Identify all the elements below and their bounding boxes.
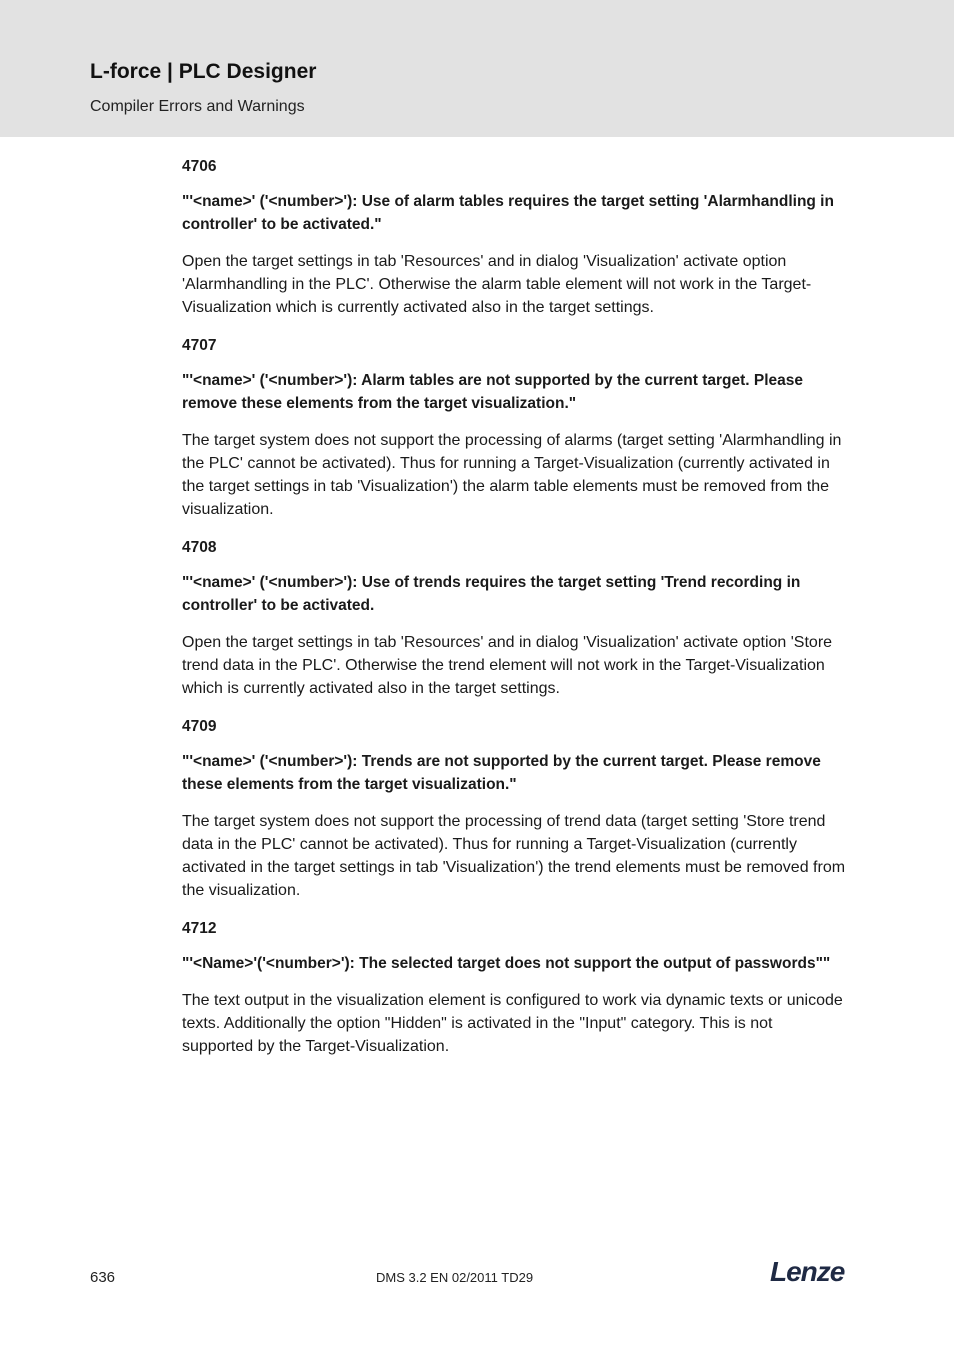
- error-message: "'<name>' ('<number>'): Use of alarm tables requires the target setting 'Alarmhandling in controller' to be activated.": [182, 193, 834, 233]
- error-description: The text output in the visualization element is configured to work via dynamic texts or unicode texts. Additionally the option "Hidden" is activated in the "Input" category. This is not supported by the Target-Visualization.: [182, 992, 843, 1055]
- error-entry-4709: [182, 716, 847, 902]
- error-description: Open the target settings in tab 'Resources' and in dialog 'Visualization' activate option 'Store trend data in the PLC'. Otherwise the trend element will not work in the Target-Visualization which is currently activated also in the target settings.: [182, 634, 833, 697]
- error-entry-4708: [182, 537, 847, 700]
- document-title: L-force | PLC Designer: [90, 60, 317, 83]
- document-subtitle: Compiler Errors and Warnings: [90, 98, 305, 115]
- error-description: Open the target settings in tab 'Resources' and in dialog 'Visualization' activate option 'Alarmhandling in the PLC'. Otherwise the alarm table element will not work in the Target-Visualization which is currently activated also in the target settings.: [182, 253, 812, 316]
- error-message: "'<Name>'('<number>'): The selected target does not support the output of passwords"": [182, 955, 831, 972]
- error-message: "'<name>' ('<number>'): Alarm tables are not supported by the current target. Please remove these elements from the target visualization.": [182, 372, 804, 412]
- error-description: The target system does not support the processing of trend data (target setting 'Store trend data in the PLC' cannot be activated). Thus for running a Target-Visualization (currently activated in the target settings in tab 'Visualization') the trend elements must be removed from the visualization.: [182, 813, 846, 899]
- error-description: The target system does not support the processing of alarms (target setting 'Alarmhandling in the PLC' cannot be activated). Thus for running a Target-Visualization (currently activated in the target settings in tab 'Visualization') the alarm table elements must be removed from the visualization.: [182, 432, 842, 518]
- error-message: "'<name>' ('<number>'): Trends are not supported by the current target. Please remove these elements from the target visualization.": [182, 753, 821, 793]
- error-code: 4707: [182, 337, 217, 354]
- error-entry-4706: [182, 156, 847, 319]
- lenze-logo: Lenze: [770, 1256, 845, 1287]
- error-code: 4712: [182, 920, 217, 937]
- error-code: 4708: [182, 539, 217, 556]
- error-code: 4706: [182, 158, 217, 175]
- error-entry-4707: [182, 335, 847, 521]
- error-code: 4709: [182, 718, 217, 735]
- main-content: [182, 156, 847, 1074]
- error-entry-4712: [182, 918, 847, 1058]
- document-info: DMS 3.2 EN 02/2011 TD29: [376, 1270, 534, 1285]
- page-number: 636: [90, 1269, 116, 1286]
- error-message: "'<name>' ('<number>'): Use of trends requires the target setting 'Trend recording in controller' to be activated.: [182, 574, 801, 614]
